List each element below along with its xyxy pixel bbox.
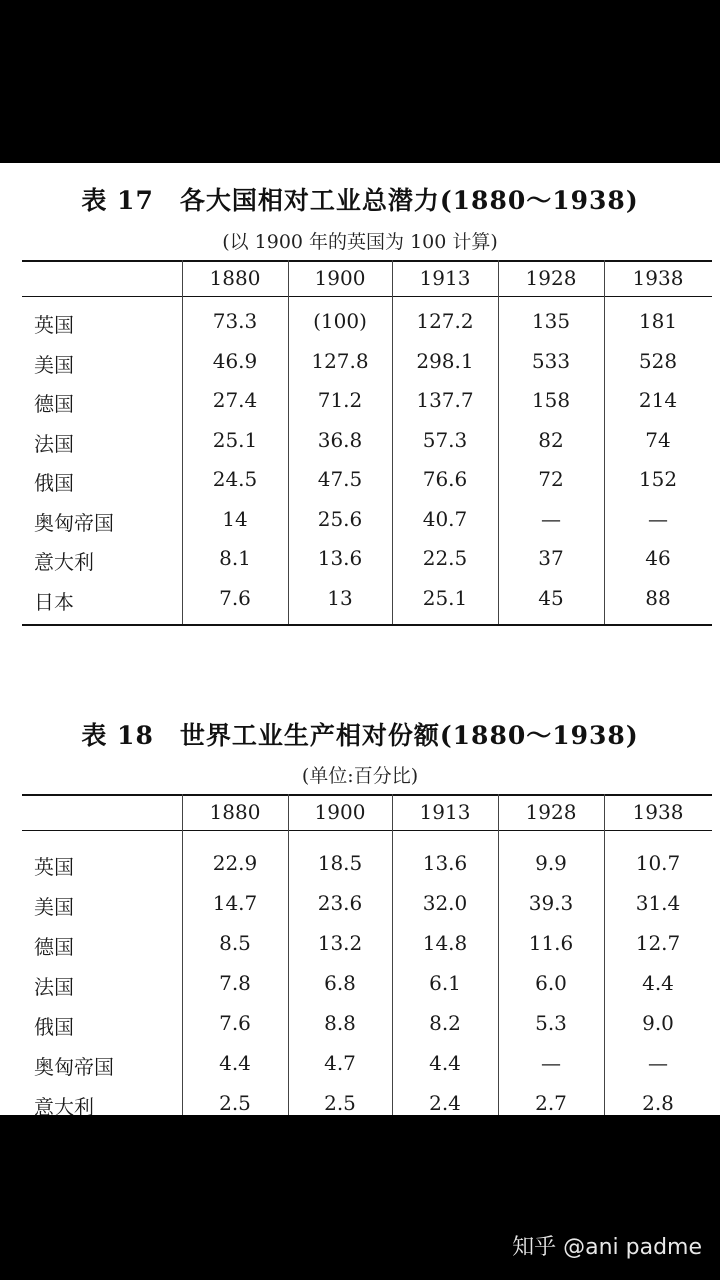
table-cell: 2.8: [642, 1091, 674, 1115]
table-17-col-header: 1900: [314, 266, 366, 290]
table-17-subtitle: (以 1900 年的英国为 100 计算): [222, 231, 498, 253]
table-cell: 137.7: [416, 388, 474, 412]
table-cell: 13.2: [317, 931, 363, 955]
table-cell: 32.0: [422, 891, 468, 915]
table-cell: 14.8: [422, 931, 468, 955]
table-cell: 25.1: [422, 585, 468, 610]
table-cell: 25.6: [317, 506, 363, 531]
table-cell: 2.5: [324, 1091, 356, 1115]
table-18-subtitle: (单位:百分比): [301, 765, 419, 787]
table-17-col-header: 1913: [419, 266, 471, 290]
row-label: 俄国: [34, 471, 74, 495]
table-cell: 74: [645, 427, 671, 452]
row-label: 日本: [34, 589, 74, 614]
table-cell: 13.6: [317, 546, 363, 570]
row-label: 奥匈帝国: [34, 1055, 114, 1079]
table-cell: 46: [645, 546, 671, 570]
table-17-top-rule: [22, 260, 712, 262]
table-cell: 8.1: [219, 546, 251, 570]
table-cell: 22.5: [422, 546, 468, 570]
table-17-bottom-rule: [22, 624, 712, 626]
table-cell: 2.4: [429, 1091, 461, 1115]
table-cell: 71.2: [317, 388, 363, 412]
table-cell: (100): [313, 309, 367, 333]
table-cell: —: [648, 1051, 668, 1075]
table-cell: 4.4: [642, 971, 674, 995]
table-cell: 22.9: [212, 851, 258, 875]
table-cell: 40.7: [422, 506, 468, 531]
table-cell: 45: [538, 585, 564, 610]
table-cell: 18.5: [317, 851, 363, 875]
table-cell: 4.4: [429, 1051, 461, 1075]
row-label: 德国: [34, 935, 74, 959]
row-label: 德国: [34, 392, 74, 416]
table-cell: 2.5: [219, 1091, 251, 1115]
table-17-header-rule: [22, 296, 712, 297]
table-cell: 7.6: [219, 1011, 251, 1035]
table-cell: 14.7: [212, 891, 258, 915]
table-cell: 31.4: [635, 891, 681, 915]
row-label: 俄国: [34, 1015, 74, 1039]
table-18-title: 表 18 世界工业生产相对份额(1880～1938): [81, 721, 639, 750]
watermark: 知乎 @ani padme: [512, 1235, 702, 1260]
table-cell: 127.2: [416, 309, 474, 333]
table-cell: 127.8: [311, 348, 369, 373]
table-cell: 88: [645, 585, 671, 610]
table-18-col-header: 1900: [314, 800, 366, 824]
table-cell: 5.3: [535, 1011, 567, 1035]
table-cell: 135: [531, 309, 571, 333]
table-cell: 25.1: [212, 427, 258, 452]
table-cell: 14: [222, 506, 248, 531]
table-cell: 82: [538, 427, 564, 452]
table-cell: 24.5: [212, 467, 258, 491]
table-17-col-header: 1938: [632, 266, 684, 290]
table-cell: 36.8: [317, 427, 363, 452]
table-18-header-rule: [22, 830, 712, 831]
row-label: 意大利: [34, 1095, 94, 1115]
table-cell: 73.3: [212, 309, 258, 333]
table-cell: 10.7: [635, 851, 681, 875]
table-cell: 7.6: [219, 585, 251, 610]
table-17-title: 表 17 各大国相对工业总潜力(1880～1938): [81, 186, 639, 215]
table-cell: 533: [531, 348, 571, 373]
table-cell: 152: [638, 467, 678, 491]
table-cell: 76.6: [422, 467, 468, 491]
table-cell: 13: [327, 585, 353, 610]
row-label: 英国: [34, 313, 74, 337]
row-label: 英国: [34, 855, 74, 879]
row-label: 意大利: [34, 550, 94, 574]
table-cell: 46.9: [212, 348, 258, 373]
table-cell: 13.6: [422, 851, 468, 875]
table-cell: 4.7: [324, 1051, 356, 1075]
row-label: 美国: [34, 352, 74, 377]
row-label: 奥匈帝国: [34, 510, 114, 535]
table-cell: 11.6: [528, 931, 574, 955]
table-cell: 8.8: [324, 1011, 356, 1035]
table-cell: 9.0: [642, 1011, 674, 1035]
table-cell: —: [541, 506, 561, 531]
table-18-col-header: 1938: [632, 800, 684, 824]
row-label: 美国: [34, 895, 74, 919]
table-18-top-rule: [22, 794, 712, 796]
row-label: 法国: [34, 431, 74, 456]
table-cell: 37: [538, 546, 564, 570]
table-cell: 12.7: [635, 931, 681, 955]
table-cell: 57.3: [422, 427, 468, 452]
table-cell: 72: [538, 467, 564, 491]
table-cell: 6.8: [324, 971, 356, 995]
table-17-col-header: 1928: [525, 266, 577, 290]
table-cell: 9.9: [535, 851, 567, 875]
table-cell: 2.7: [535, 1091, 567, 1115]
table-cell: 23.6: [317, 891, 363, 915]
document-page: [0, 163, 720, 1115]
table-cell: 6.0: [535, 971, 567, 995]
table-cell: 4.4: [219, 1051, 251, 1075]
table-cell: 181: [638, 309, 678, 333]
table-cell: 214: [638, 388, 678, 412]
table-cell: 528: [638, 348, 678, 373]
row-label: 法国: [34, 975, 74, 999]
table-cell: —: [648, 506, 668, 531]
table-cell: 158: [531, 388, 571, 412]
table-18-col-header: 1913: [419, 800, 471, 824]
table-cell: 39.3: [528, 891, 574, 915]
table-cell: 7.8: [219, 971, 251, 995]
table-cell: 298.1: [416, 348, 474, 373]
table-cell: 47.5: [317, 467, 363, 491]
table-cell: 6.1: [429, 971, 461, 995]
table-18-col-header: 1928: [525, 800, 577, 824]
table-17-col-header: 1880: [209, 266, 261, 290]
table-cell: 8.2: [429, 1011, 461, 1035]
table-cell: 27.4: [212, 388, 258, 412]
table-cell: —: [541, 1051, 561, 1075]
table-18-col-header: 1880: [209, 800, 261, 824]
table-cell: 8.5: [219, 931, 251, 955]
